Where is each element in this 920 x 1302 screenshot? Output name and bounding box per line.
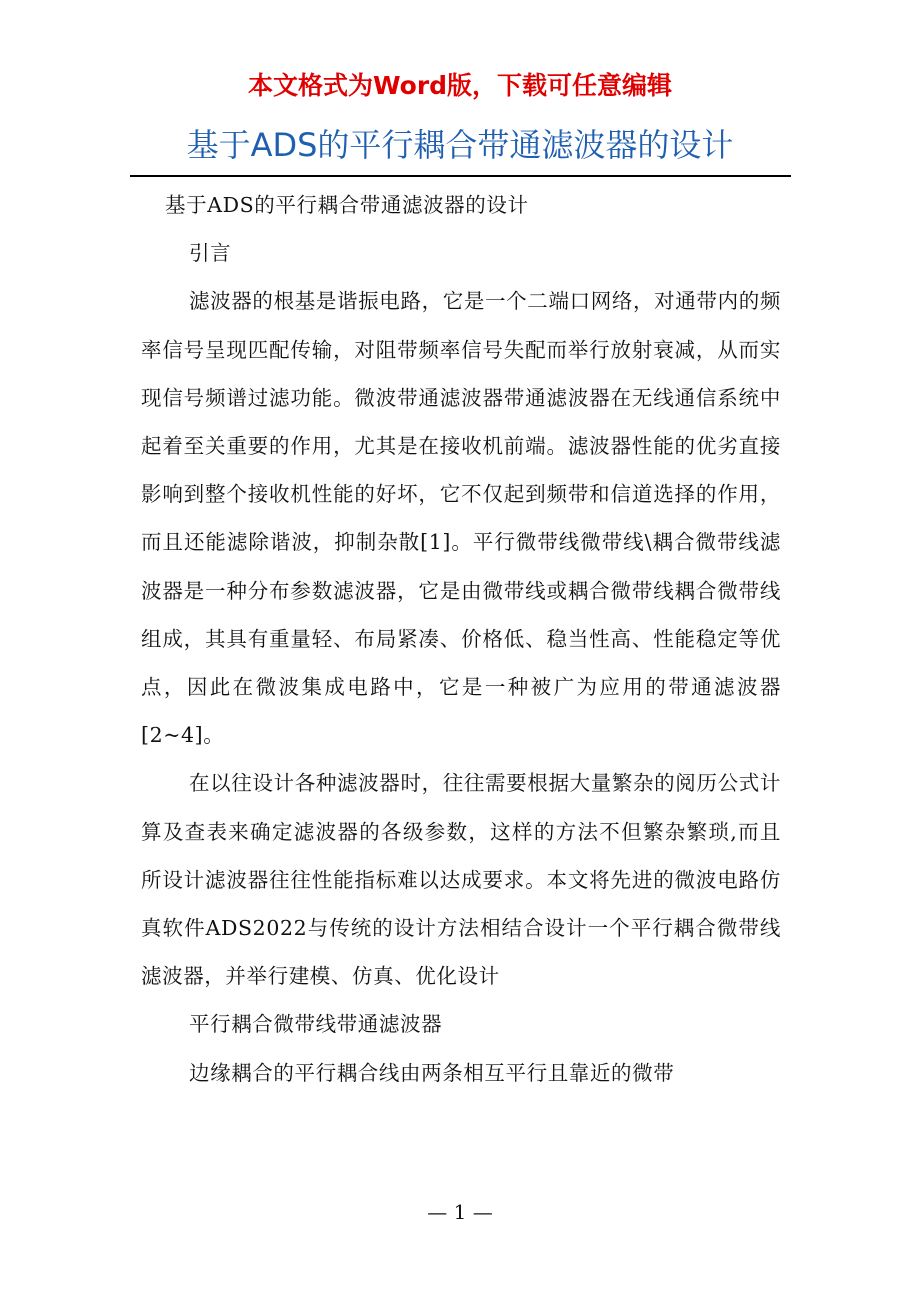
page-title: 基于ADS的平行耦合带通滤波器的设计 [186,126,734,164]
body-paragraph: 滤波器的根基是谐振电路，它是一个二端口网络，对通带内的频率信号呈现匹配传输，对阻带频率信号失配而举行放射衰减，从而实现信号频谱过滤功能。微波带通滤波器带通滤波器在无线通信系统中起着至关重要的作用，尤其是在接收机前端。滤波器性能的优劣直接影响到整个接收机性能的好坏，它不仅起到频带和信道选择的作用，而且还能滤除谐波，抑制杂散[1]。平行微带线微带线\耦合微带线滤波器是一种分布参数滤波器，它是由微带线或耦合微带线耦合微带线组成，其具有重量轻、布局紧凑、价格低、稳当性高、性能稳定等优点，因此在微波集成电路中，它是一种被广为应用的带通滤波器[2~4]。 [141,289,781,748]
section-heading-coupled-filter: 平行耦合微带线带通滤波器 [189,1012,443,1037]
title-divider [130,175,791,177]
document-body [141,181,781,1097]
body-paragraph: 在以往设计各种滤波器时，往往需要根据大量繁杂的阅历公式计算及查表来确定滤波器的各级参数，这样的方法不但繁杂繁琐,而且所设计滤波器往往性能指标难以达成要求。本文将先进的微波电路仿真软件ADS2022与传统的设计方法相结合设计一个平行耦合微带线滤波器，并举行建模、仿真、优化设计 [141,771,781,989]
body-paragraph: 边缘耦合的平行耦合线由两条相互平行且靠近的微带 [189,1060,675,1085]
subtitle-paragraph: 基于ADS的平行耦合带通滤波器的设计 [165,193,529,217]
page-number: — 1 — [427,1200,493,1224]
section-heading-intro: 引言 [189,241,232,266]
format-notice-banner: 本文格式为Word版，下载可任意编辑 [247,71,673,100]
